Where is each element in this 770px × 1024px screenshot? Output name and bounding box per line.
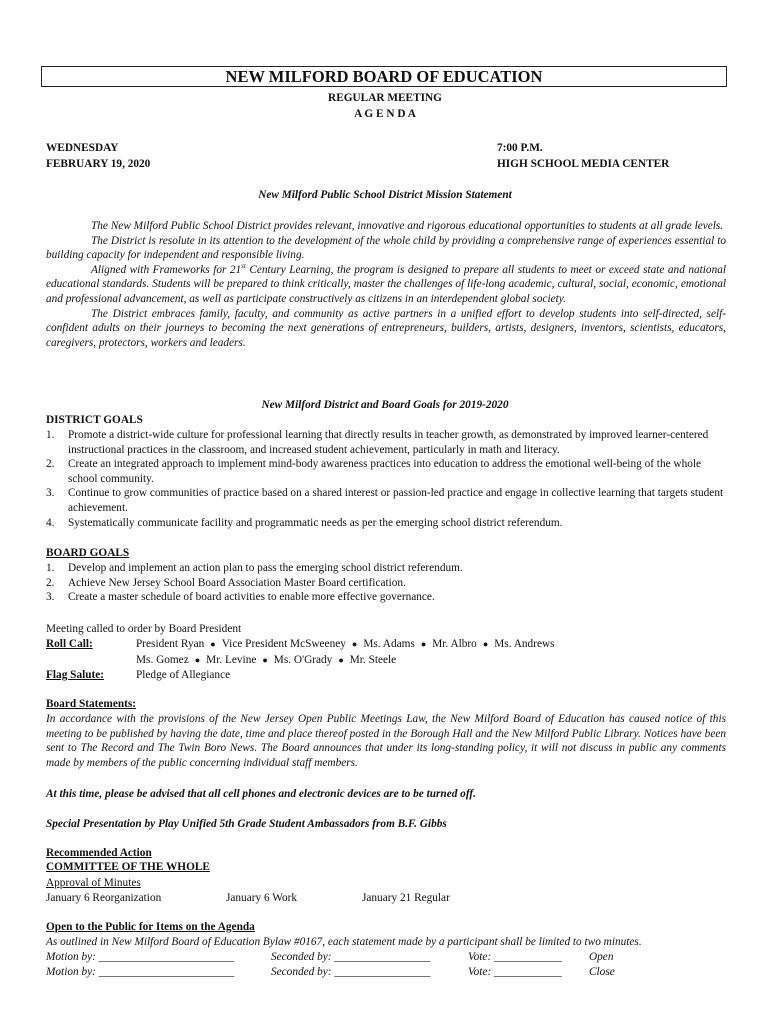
meeting-type: REGULAR MEETING (328, 92, 442, 104)
goal-text: Develop and implement an action plan to pass the emerging school district referendum. (68, 562, 463, 574)
roll-call-label: Roll Call: (46, 638, 93, 650)
public-heading: Open to the Public for Items on the Agenda (46, 921, 255, 933)
motion-open-seconded: Seconded by: _________________ (271, 951, 431, 963)
recommended-action-heading: Recommended Action (46, 847, 152, 859)
goal-number: 2. (46, 576, 55, 589)
document-title: NEW MILFORD BOARD OF EDUCATION (41, 66, 727, 87)
bullet-icon: ● (262, 655, 268, 665)
mission-p3-sup: st (241, 262, 246, 271)
approval-of-minutes: Approval of Minutes (46, 877, 141, 889)
goal-item (46, 457, 726, 486)
board-member-name: Mr. Albro (432, 638, 477, 650)
mission-paragraph-2: The District is resolute in its attention to the development of the whole child by providing a comprehensive range of experiences essential to building capacity for independent and responsible living. (46, 234, 726, 262)
minutes-item-1: January 6 Reorganization (46, 892, 162, 904)
bullet-icon: ● (194, 655, 201, 665)
board-member-name: Mr. Levine (206, 654, 257, 666)
district-goals-heading: DISTRICT GOALS (46, 414, 143, 426)
goal-number: 3. (46, 591, 55, 604)
meeting-location: HIGH SCHOOL MEDIA CENTER (497, 158, 670, 170)
board-goals-heading: BOARD GOALS (46, 547, 130, 559)
goals-heading: New Milford District and Board Goals for 2019-2020 (261, 399, 509, 411)
roll-call-row-2 (136, 653, 396, 668)
goal-number: 4. (46, 516, 55, 529)
motion-open-result: Open (589, 951, 614, 963)
goal-number: 2. (46, 458, 55, 471)
bullet-icon: ● (338, 655, 344, 665)
goal-item (46, 428, 726, 457)
goal-item (46, 561, 726, 576)
goal-text: Continue to grow communities of practice based on a shared interest or passion-led practice and engage in collective learning that targets student achievement. (68, 487, 724, 514)
motion-open-vote: Vote: ____________ (468, 951, 562, 963)
roll-call-row-1 (136, 637, 555, 652)
special-presentation: Special Presentation by Play Unified 5th Grade Student Ambassadors from B.F. Gibbs (46, 818, 447, 830)
minutes-item-3: January 21 Regular (362, 892, 450, 904)
mission-heading: New Milford Public School District Mission Statement (258, 189, 512, 201)
mission-statement (46, 219, 726, 350)
motion-open-by: Motion by: ________________________ (46, 951, 235, 963)
bullet-icon: ● (420, 639, 427, 649)
board-statements-heading: Board Statements: (46, 698, 137, 710)
cell-phone-notice: At this time, please be advised that all cell phones and electronic devices are to be turned off. (46, 788, 476, 800)
board-member-name: Ms. Andrews (494, 638, 555, 650)
bullet-icon: ● (210, 639, 216, 649)
mission-paragraph-1: The New Milford Public School District provides relevant, innovative and rigorous educational opportunities to students at all grade levels. (91, 220, 724, 232)
meeting-time: 7:00 P.M. (497, 142, 543, 154)
goal-number: 3. (46, 487, 55, 500)
flag-salute-label: Flag Salute: (46, 669, 105, 681)
bullet-icon: ● (351, 639, 358, 649)
goal-text: Systematically communicate facility and programmatic needs as per the emerging school district referendum. (68, 516, 563, 529)
district-goals-list (46, 428, 726, 530)
meeting-day: WEDNESDAY (46, 142, 119, 154)
committee-heading: COMMITTEE OF THE WHOLE (46, 861, 210, 873)
goal-text: Create an integrated approach to implement mind-body awareness practices into education to address the emotional well-being of the whole school community. (68, 458, 702, 485)
mission-paragraph-4: The District embraces family, faculty, and community as active partners in a unified effort to develop students into self-directed, self-confident adults on their journeys to becoming the next generations of entrepreneurs, builders, artists, designers, inventors, scientists, educators, caregivers, protectors, workers and leaders. (46, 307, 726, 349)
board-statements-text: In accordance with the provisions of the New Jersey Open Public Meetings Law, the New Milford Board of Education has caused notice of this meeting to be published by having the date, time and place thereof posted in the Borough Hall and the New Milford Public Library. Notices have been sent to The Record and The Twin Boro News. The Board announces that under its long-standing policy, it will not discuss in public any comments made by members of the public concerning individual staff members. (46, 713, 726, 769)
goal-item (46, 576, 726, 591)
meeting-date: FEBRUARY 19, 2020 (46, 158, 151, 170)
board-member-name: Mr. Steele (349, 654, 397, 666)
goal-number: 1. (46, 429, 55, 441)
motion-close-by: Motion by: ________________________ (46, 966, 235, 978)
board-member-name: Ms. Adams (363, 638, 415, 650)
goal-text: Promote a district-wide culture for professional learning that directly results in teacher growth, as demonstrated by improved learner-centered instructional practices in the classroom, and increased student achievement, particularly in math and literacy. (68, 429, 709, 456)
board-member-name: President Ryan (136, 638, 205, 650)
motion-close-seconded: Seconded by: _________________ (271, 966, 431, 978)
goal-item (46, 516, 726, 531)
flag-salute-value: Pledge of Allegiance (136, 669, 231, 681)
meeting-called: Meeting called to order by Board President (46, 623, 242, 635)
board-goals-list (46, 561, 726, 605)
motion-close-vote: Vote: ____________ (468, 966, 562, 978)
motion-close-result: Close (589, 966, 615, 978)
public-bylaw-text: As outlined in New Milford Board of Education Bylaw #0167, each statement made by a participant shall be limited to two minutes. (46, 936, 642, 948)
goal-text: Create a master schedule of board activities to enable more effective governance. (68, 591, 435, 604)
goal-number: 1. (46, 562, 55, 574)
board-member-name: Ms. Gomez (136, 654, 189, 666)
goal-text: Achieve New Jersey School Board Association Master Board certification. (68, 576, 406, 589)
board-member-name: Vice President McSweeney (221, 638, 346, 650)
goal-item (46, 590, 726, 605)
minutes-item-2: January 6 Work (226, 892, 298, 904)
mission-p3-start: Aligned with Frameworks for 21 (91, 263, 242, 276)
bullet-icon: ● (482, 639, 489, 649)
mission-p3-end: Century Learning, the program is designed to prepare all students to meet or exceed state and national educational standards. Students will be prepared to think critically, master the challenges of life-long academic, cultural, social, economic, emotional and professional advancement, as well as participate constructively as citizens in an interdependent global society. (46, 263, 726, 305)
goal-item (46, 486, 726, 515)
agenda-label: A G E N D A (354, 108, 416, 120)
board-member-name: Ms. O'Grady (273, 654, 333, 666)
mission-paragraph-3 (46, 263, 726, 307)
